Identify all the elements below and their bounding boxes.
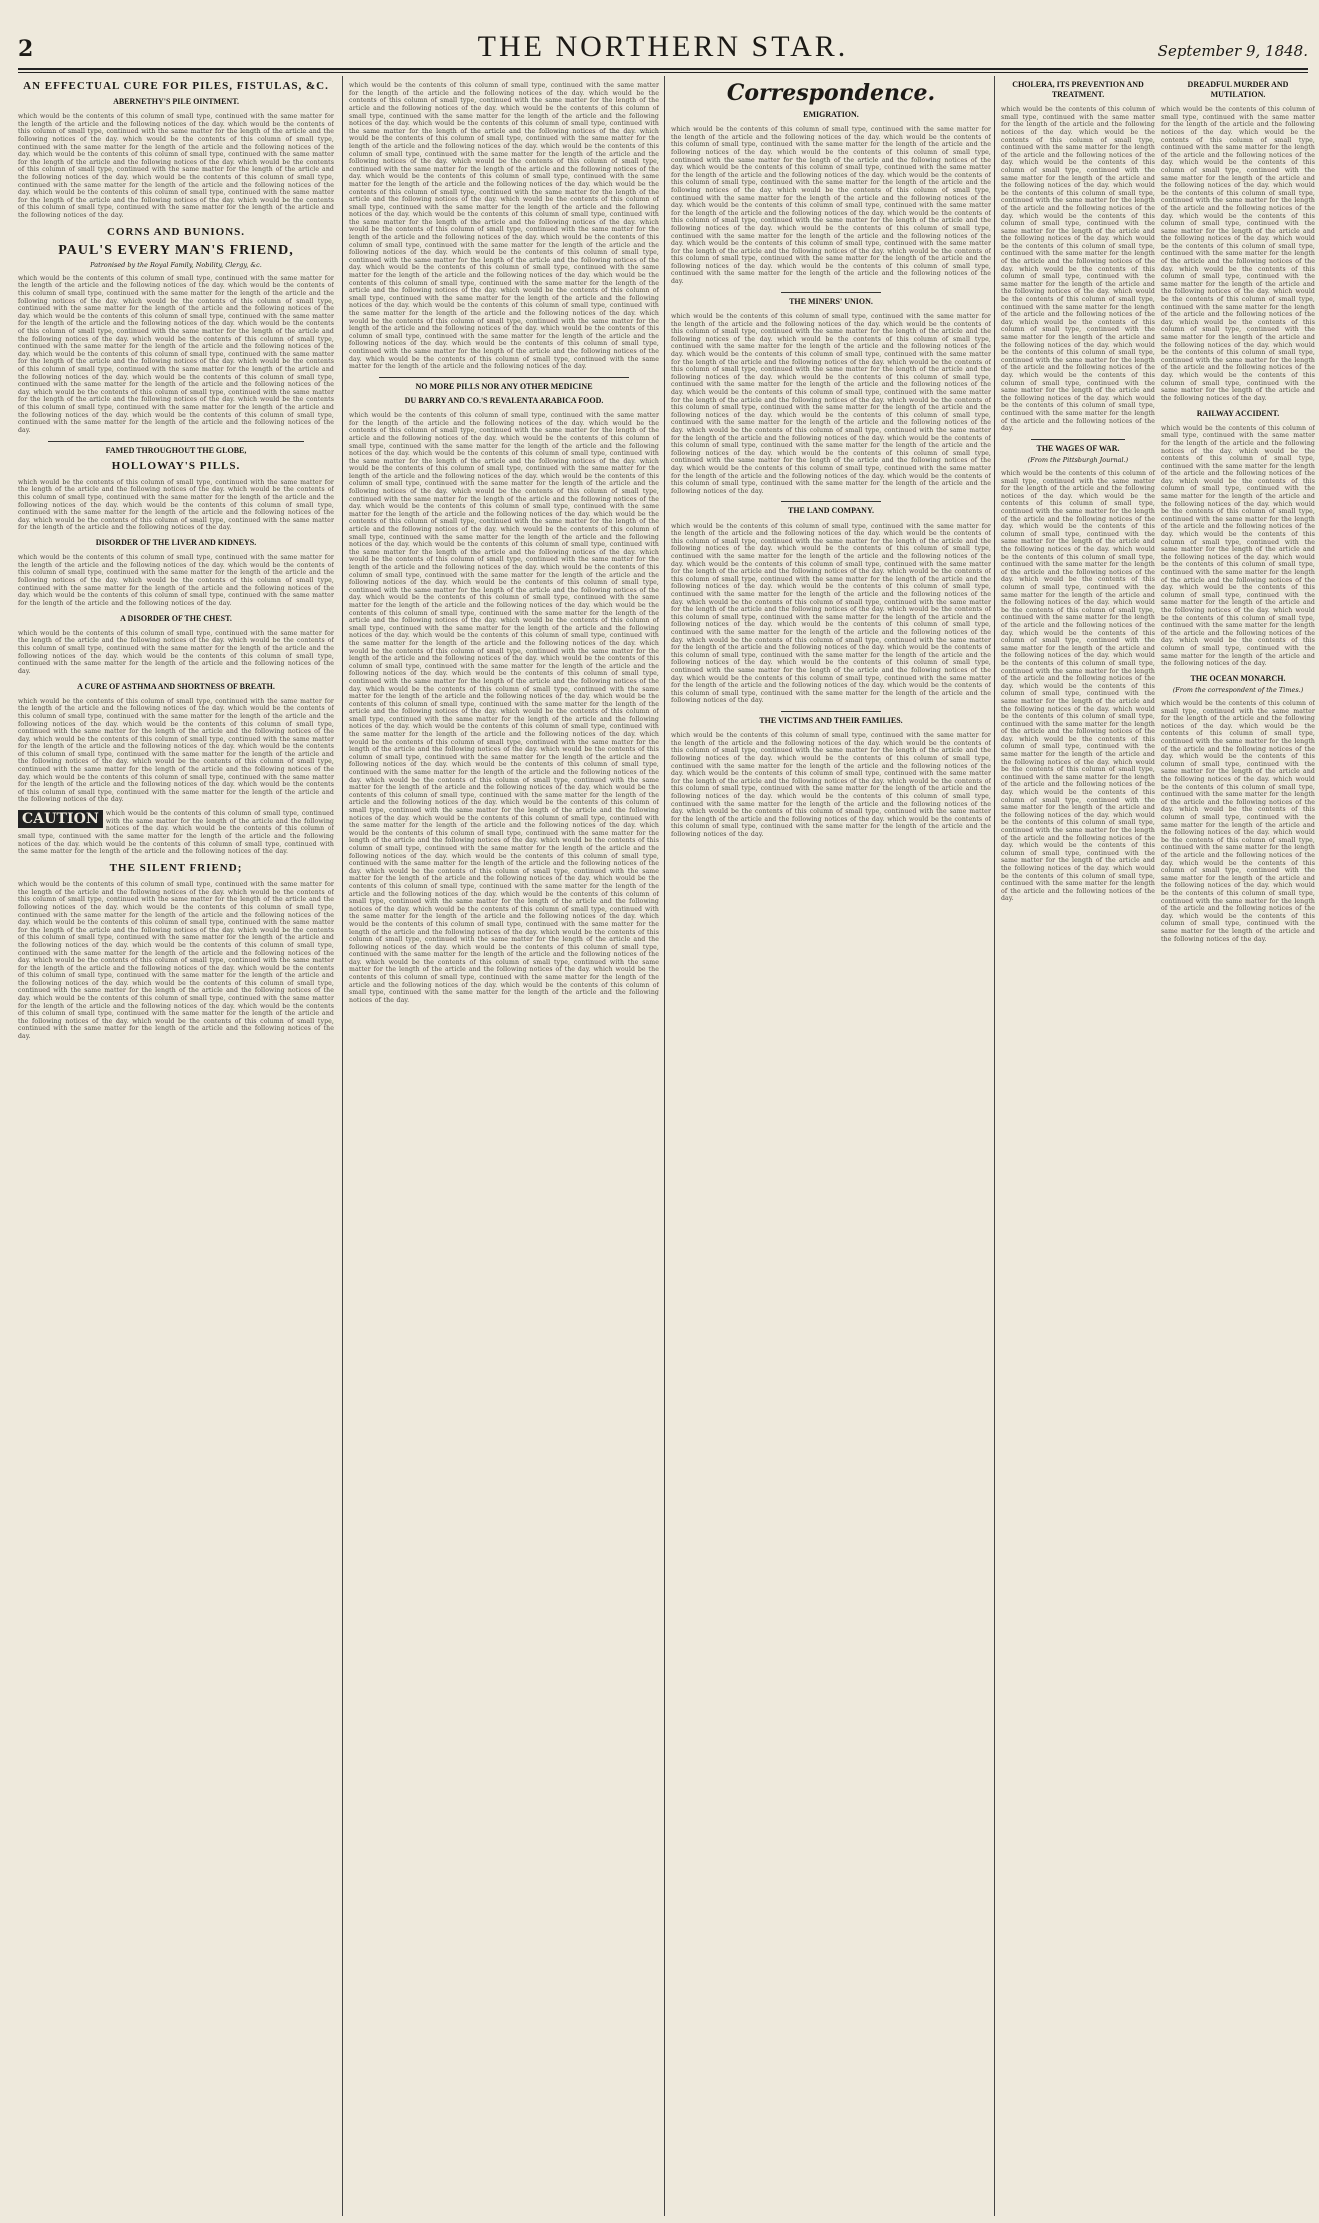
column-4 — [994, 76, 1315, 2216]
article-text: which would be the contents of this column of small type, continued with the same matter for the length of the article and the following notices of the day. which would be the contents of this column of small type, continued with the same matter for the length of the article and the following notices of the day. which would be the contents of this column of small type, continued with the same matter for the length of the article and the following notices of the day. which would be the contents of this column of small type, continued with the same matter for the length of the article and the following notices of the day. which would be the contents of this column of small type, continued with the same matter for the length of the article and the following notices of the day. which would be the contents of this column of small type, continued with the same matter for the length of the article and the following notices of the day. which would be the contents of this column of small type, continued with the same matter for the length of the article and the following notices of the day. which would be the contents of this column of small type, continued with the same matter for the length of the article and the following notices of the day. which would be the contents of this column of small type, continued with the same matter for the length of the article and the following notices of the day. which would be the contents of this column of small type, continued with the same matter for the length of the article and the following notices of the day. which would be the contents of this column of small type, continued with the same matter for the length of the article and the following notices of the day. which would be the contents of this column of small type, continued with the same matter for the length of the article and the following notices of the day. which would be the contents of this column of small type, continued with the same matter for the length of the article and the following notices of the day. which would be the contents of this column of small type, continued with the same matter for the length of the article and the following notices of the day. which would be the contents of this column of small type, continued with the same matter for the length of the article and the following notices of the day. which would be the contents of this column of small type, continued with the same matter for the length of the article and the following notices of the day. — [1001, 470, 1155, 903]
article-text: which would be the contents of this column of small type, continued with the same matter for the length of the article and the following notices of the day. which would be the contents of this column of small type, continued with the same matter for the length of the article and the following notices of the day. which would be the contents of this column of small type, continued with the same matter for the length of the article and the following notices of the day. which would be the contents of this column of small type, continued with the same matter for the length of the article and the following notices of the day. — [18, 554, 334, 607]
heading-murder: DREADFUL MURDER AND MUTILATION. — [1187, 80, 1289, 99]
issue-date: September 9, 1848. — [1157, 42, 1308, 60]
article-text: which would be the contents of this column of small type, continued with the same matter for the length of the article and the following notices of the day. which would be the contents of this column of small type, continued with the same matter for the length of the article and the following notices of the day. which would be the contents of this column of small type, continued with the same matter for the length of the article and the following notices of the day. which would be the contents of this column of small type, continued with the same matter for the length of the article and the following notices of the day. which would be the contents of this column of small type, continued with the same matter for the length of the article and the following notices of the day. which would be the contents of this column of small type, continued with the same matter for the length of the article and the following notices of the day. which would be the contents of this column of small type, continued with the same matter for the length of the article and the following notices of the day. which would be the contents of this column of small type, continued with the same matter for the length of the article and the following notices of the day. which would be the contents of this column of small type, continued with the same matter for the length of the article and the following notices of the day. — [1161, 424, 1315, 668]
article-text: which would be the contents of this column of small type, continued with the same matter for the length of the article and the following notices of the day. which would be the contents of this column of small type, continued with the same matter for the length of the article and the following notices of the day. which would be the contents of this column of small type, continued with the same matter for the length of the article and the following notices of the day. which would be the contents of this column of small type, continued with the same matter for the length of the article and the following notices of the day. which would be the contents of this column of small type, continued with the same matter for the length of the article and the following notices of the day. which would be the contents of this column of small type, continued with the same matter for the length of the article and the following notices of the day. which would be the contents of this column of small type, continued with the same matter for the length of the article and the following notices of the day. which would be the contents of this column of small type, continued with the same matter for the length of the article and the following notices of the day. — [18, 113, 334, 219]
heading-famed: FAMED THROUGHOUT THE GLOBE, — [105, 445, 247, 455]
paul-subtitle: Patronised by the Royal Family, Nobility, Clergy, &c. — [90, 260, 262, 269]
divider — [781, 292, 881, 293]
article-text: which would be the contents of this column of small type, continued with the same matter for the length of the article and the following notices of the day. which would be the contents of this column of small type, continued with the same matter for the length of the article and the following notices of the day. which would be the contents of this column of small type, continued with the same matter for the length of the article and the following notices of the day. which would be the contents of this column of small type, continued with the same matter for the length of the article and the following notices of the day. which would be the contents of this column of small type, continued with the same matter for the length of the article and the following notices of the day. which would be the contents of this column of small type, continued with the same matter for the length of the article and the following notices of the day. which would be the contents of this column of small type, continued with the same matter for the length of the article and the following notices of the day. which would be the contents of this column of small type, continued with the same matter for the length of the article and the following notices of the day. which would be the contents of this column of small type, continued with the same matter for the length of the article and the following notices of the day. which would be the contents of this column of small type, continued with the same matter for the length of the article and the following notices of the day. which would be the contents of this column of small type, continued with the same matter for the length of the article and the following notices of the day. — [1161, 106, 1315, 402]
article-text: which would be the contents of this column of small type, continued with the same matter for the length of the article and the following notices of the day. which would be the contents of this column of small type, continued with the same matter for the length of the article and the following notices of the day. which would be the contents of this column of small type, continued with the same matter for the length of the article and the following notices of the day. which would be the contents of this column of small type, continued with the same matter for the length of the article and the following notices of the day. which would be the contents of this column of small type, continued with the same matter for the length of the article and the following notices of the day. which would be the contents of this column of small type, continued with the same matter for the length of the article and the following notices of the day. which would be the contents of this column of small type, continued with the same matter for the length of the article and the following notices of the day. which would be the contents of this column of small type, continued with the same matter for the length of the article and the following notices of the day. — [18, 697, 334, 804]
wages-source: (From the Pittsburgh Journal.) — [1027, 455, 1129, 464]
caution-notice: CAUTION which would be the contents of this column of small type, continued with the same matter for the length of the article and the following notices of the day. which would be the contents of this column of small type, continued with the same matter for the length of the article and the following notices of the day. which would be the contents of this column of small type, continued with the same matter for the length of the article and the following notices of the day. — [18, 810, 334, 856]
article-text: which would be the contents of this column of small type, continued with the same matter for the length of the article and the following notices of the day. which would be the contents of this column of small type, continued with the same matter for the length of the article and the following notices of the day. which would be the contents of this column of small type, continued with the same matter for the length of the article and the following notices of the day. which would be the contents of this column of small type, continued with the same matter for the length of the article and the following notices of the day. — [18, 478, 334, 532]
heading-miners-union: THE MINERS' UNION. — [789, 296, 873, 306]
heading-revalenta: DU BARRY AND CO.'S REVALENTA ARABICA FOOD. — [404, 395, 604, 405]
heading-victims: THE VICTIMS AND THEIR FAMILIES. — [759, 716, 903, 726]
heading-abernethy: ABERNETHY'S PILE OINTMENT. — [113, 97, 239, 106]
heading-asthma: A CURE OF ASTHMA AND SHORTNESS OF BREATH. — [77, 681, 275, 691]
heading-paul: PAUL'S EVERY MAN'S FRIEND, — [58, 242, 294, 258]
heading-emigration: EMIGRATION. — [803, 110, 859, 119]
article-text: which would be the contents of this column of small type, continued with the same matter for the length of the article and the following notices of the day. which would be the contents of this column of small type, continued with the same matter for the length of the article and the following notices of the day. which would be the contents of this column of small type, continued with the same matter for the length of the article and the following notices of the day. which would be the contents of this column of small type, continued with the same matter for the length of the article and the following notices of the day. which would be the contents of this column of small type, continued with the same matter for the length of the article and the following notices of the day. which would be the contents of this column of small type, continued with the same matter for the length of the article and the following notices of the day. which would be the contents of this column of small type, continued with the same matter for the length of the article and the following notices of the day. which would be the contents of this column of small type, continued with the same matter for the length of the article and the following notices of the day. — [671, 732, 991, 838]
article-text: which would be the contents of this column of small type, continued with the same matter for the length of the article and the following notices of the day. which would be the contents of this column of small type, continued with the same matter for the length of the article and the following notices of the day. which would be the contents of this column of small type, continued with the same matter for the length of the article and the following notices of the day. which would be the contents of this column of small type, continued with the same matter for the length of the article and the following notices of the day. which would be the contents of this column of small type, continued with the same matter for the length of the article and the following notices of the day. which would be the contents of this column of small type, continued with the same matter for the length of the article and the following notices of the day. which would be the contents of this column of small type, continued with the same matter for the length of the article and the following notices of the day. which would be the contents of this column of small type, continued with the same matter for the length of the article and the following notices of the day. which would be the contents of this column of small type, continued with the same matter for the length of the article and the following notices of the day. which would be the contents of this column of small type, continued with the same matter for the length of the article and the following notices of the day. which would be the contents of this column of small type, continued with the same matter for the length of the article and the following notices of the day. which would be the contents of this column of small type, continued with the same matter for the length of the article and the following notices of the day. — [18, 274, 334, 434]
column-3 — [664, 76, 991, 2216]
heading-chest: A DISORDER OF THE CHEST. — [120, 613, 232, 623]
heading-cholera: CHOLERA, ITS PREVENTION AND TREATMENT. — [1012, 80, 1144, 99]
heading-kidneys: DISORDER OF THE LIVER AND KIDNEYS. — [95, 538, 257, 548]
article-text: which would be the contents of this column of small type, continued with the same matter for the length of the article and the following notices of the day. which would be the contents of this column of small type, continued with the same matter for the length of the article and the following notices of the day. which would be the contents of this column of small type, continued with the same matter for the length of the article and the following notices of the day. which would be the contents of this column of small type, continued with the same matter for the length of the article and the following notices of the day. which would be the contents of this column of small type, continued with the same matter for the length of the article and the following notices of the day. which would be the contents of this column of small type, continued with the same matter for the length of the article and the following notices of the day. which would be the contents of this column of small type, continued with the same matter for the length of the article and the following notices of the day. which would be the contents of this column of small type, continued with the same matter for the length of the article and the following notices of the day. which would be the contents of this column of small type, continued with the same matter for the length of the article and the following notices of the day. which would be the contents of this column of small type, continued with the same matter for the length of the article and the following notices of the day. which would be the contents of this column of small type, continued with the same matter for the length of the article and the following notices of the day. which would be the contents of this column of small type, continued with the same matter for the length of the article and the following notices of the day. which would be the contents of this column of small type, continued with the same matter for the length of the article and the following notices of the day. which would be the contents of this column of small type, continued with the same matter for the length of the article and the following notices of the day. which would be the contents of this column of small type, continued with the same matter for the length of the article and the following notices of the day. which would be the contents of this column of small type, continued with the same matter for the length of the article and the following notices of the day. which would be the contents of this column of small type, continued with the same matter for the length of the article and the following notices of the day. which would be the contents of this column of small type, continued with the same matter for the length of the article and the following notices of the day. which would be the contents of this column of small type, continued with the same matter for the length of the article and the following notices of the day. which would be the contents of this column of small type, continued with the same matter for the length of the article and the following notices of the day. which would be the contents of this column of small type, continued with the same matter for the length of the article and the following notices of the day. which would be the contents of this column of small type, continued with the same matter for the length of the article and the following notices of the day. — [349, 82, 659, 371]
page-number: 2 — [18, 36, 34, 62]
column-4b — [1161, 76, 1315, 949]
heading-corns: CORNS AND BUNIONS. — [106, 225, 246, 238]
heading-correspondence: Correspondence. — [726, 80, 936, 106]
heading-railway-accident: RAILWAY ACCIDENT. — [1196, 408, 1280, 418]
divider — [48, 441, 304, 442]
divider — [379, 377, 629, 378]
article-text: which would be the contents of this column of small type, continued with the same matter for the length of the article and the following notices of the day. which would be the contents of this column of small type, continued with the same matter for the length of the article and the following notices of the day. which would be the contents of this column of small type, continued with the same matter for the length of the article and the following notices of the day. which would be the contents of this column of small type, continued with the same matter for the length of the article and the following notices of the day. which would be the contents of this column of small type, continued with the same matter for the length of the article and the following notices of the day. which would be the contents of this column of small type, continued with the same matter for the length of the article and the following notices of the day. which would be the contents of this column of small type, continued with the same matter for the length of the article and the following notices of the day. which would be the contents of this column of small type, continued with the same matter for the length of the article and the following notices of the day. which would be the contents of this column of small type, continued with the same matter for the length of the article and the following notices of the day. which would be the contents of this column of small type, continued with the same matter for the length of the article and the following notices of the day. which would be the contents of this column of small type, continued with the same matter for the length of the article and the following notices of the day. which would be the contents of this column of small type, continued with the same matter for the length of the article and the following notices of the day. — [18, 881, 334, 1041]
newspaper-title: THE NORTHERN STAR. — [477, 30, 849, 63]
caution-banner: CAUTION — [18, 810, 103, 828]
column-2 — [342, 76, 659, 2216]
heading-effectual-cure: AN EFFECTUAL CURE FOR PILES, FISTULAS, &C. — [23, 80, 329, 92]
heading-land-company: THE LAND COMPANY. — [787, 506, 874, 516]
divider — [781, 711, 881, 712]
ocean-source: (From the correspondent of the Times.) — [1172, 685, 1304, 694]
heading-no-more-pills: NO MORE PILLS NOR ANY OTHER MEDICINE — [415, 381, 593, 391]
article-text: which would be the contents of this column of small type, continued with the same matter for the length of the article and the following notices of the day. which would be the contents of this column of small type, continued with the same matter for the length of the article and the following notices of the day. which would be the contents of this column of small type, continued with the same matter for the length of the article and the following notices of the day. which would be the contents of this column of small type, continued with the same matter for the length of the article and the following notices of the day. which would be the contents of this column of small type, continued with the same matter for the length of the article and the following notices of the day. which would be the contents of this column of small type, continued with the same matter for the length of the article and the following notices of the day. which would be the contents of this column of small type, continued with the same matter for the length of the article and the following notices of the day. which would be the contents of this column of small type, continued with the same matter for the length of the article and the following notices of the day. which would be the contents of this column of small type, continued with the same matter for the length of the article and the following notices of the day. which would be the contents of this column of small type, continued with the same matter for the length of the article and the following notices of the day. which would be the contents of this column of small type, continued with the same matter for the length of the article and the following notices of the day. which would be the contents of this column of small type, continued with the same matter for the length of the article and the following notices of the day. which would be the contents of this column of small type, continued with the same matter for the length of the article and the following notices of the day. which would be the contents of this column of small type, continued with the same matter for the length of the article and the following notices of the day. which would be the contents of this column of small type, continued with the same matter for the length of the article and the following notices of the day. which would be the contents of this column of small type, continued with the same matter for the length of the article and the following notices of the day. which would be the contents of this column of small type, continued with the same matter for the length of the article and the following notices of the day. which would be the contents of this column of small type, continued with the same matter for the length of the article and the following notices of the day. which would be the contents of this column of small type, continued with the same matter for the length of the article and the following notices of the day. which would be the contents of this column of small type, continued with the same matter for the length of the article and the following notices of the day. which would be the contents of this column of small type, continued with the same matter for the length of the article and the following notices of the day. which would be the contents of this column of small type, continued with the same matter for the length of the article and the following notices of the day. which would be the contents of this column of small type, continued with the same matter for the length of the article and the following notices of the day. which would be the contents of this column of small type, continued with the same matter for the length of the article and the following notices of the day. which would be the contents of this column of small type, continued with the same matter for the length of the article and the following notices of the day. which would be the contents of this column of small type, continued with the same matter for the length of the article and the following notices of the day. which would be the contents of this column of small type, continued with the same matter for the length of the article and the following notices of the day. which would be the contents of this column of small type, continued with the same matter for the length of the article and the following notices of the day. which would be the contents of this column of small type, continued with the same matter for the length of the article and the following notices of the day. which would be the contents of this column of small type, continued with the same matter for the length of the article and the following notices of the day. which would be the contents of this column of small type, continued with the same matter for the length of the article and the following notices of the day. which would be the contents of this column of small type, continued with the same matter for the length of the article and the following notices of the day. which would be the contents of this column of small type, continued with the same matter for the length of the article and the following notices of the day. which would be the contents of this column of small type, continued with the same matter for the length of the article and the following notices of the day. which would be the contents of this column of small type, continued with the same matter for the length of the article and the following notices of the day. which would be the contents of this column of small type, continued with the same matter for the length of the article and the following notices of the day. which would be the contents of this column of small type, continued with the same matter for the length of the article and the following notices of the day. which would be the contents of this column of small type, continued with the same matter for the length of the article and the following notices of the day. which would be the contents of this column of small type, continued with the same matter for the length of the article and the following notices of the day. which would be the contents of this column of small type, continued with the same matter for the length of the article and the following notices of the day. which would be the contents of this column of small type, continued with the same matter for the length of the article and the following notices of the day. which would be the contents of this column of small type, continued with the same matter for the length of the article and the following notices of the day. which would be the contents of this column of small type, continued with the same matter for the length of the article and the following notices of the day. which would be the contents of this column of small type, continued with the same matter for the length of the article and the following notices of the day. which would be the contents of this column of small type, continued with the same matter for the length of the article and the following notices of the day. — [349, 412, 659, 1004]
heading-ocean-monarch: THE OCEAN MONARCH. — [1190, 673, 1286, 683]
heading-silent-friend: THE SILENT FRIEND; — [109, 861, 243, 874]
column-4-split — [1001, 76, 1315, 949]
article-text: which would be the contents of this column of small type, continued with the same matter for the length of the article and the following notices of the day. which would be the contents of this column of small type, continued with the same matter for the length of the article and the following notices of the day. which would be the contents of this column of small type, continued with the same matter for the length of the article and the following notices of the day. which would be the contents of this column of small type, continued with the same matter for the length of the article and the following notices of the day. which would be the contents of this column of small type, continued with the same matter for the length of the article and the following notices of the day. which would be the contents of this column of small type, continued with the same matter for the length of the article and the following notices of the day. which would be the contents of this column of small type, continued with the same matter for the length of the article and the following notices of the day. which would be the contents of this column of small type, continued with the same matter for the length of the article and the following notices of the day. which would be the contents of this column of small type, continued with the same matter for the length of the article and the following notices of the day. which would be the contents of this column of small type, continued with the same matter for the length of the article and the following notices of the day. which would be the contents of this column of small type, continued with the same matter for the length of the article and the following notices of the day. which would be the contents of this column of small type, continued with the same matter for the length of the article and the following notices of the day. which would be the contents of this column of small type, continued with the same matter for the length of the article and the following notices of the day. which would be the contents of this column of small type, continued with the same matter for the length of the article and the following notices of the day. — [671, 313, 991, 495]
article-text: which would be the contents of this column of small type, continued with the same matter for the length of the article and the following notices of the day. which would be the contents of this column of small type, continued with the same matter for the length of the article and the following notices of the day. which would be the contents of this column of small type, continued with the same matter for the length of the article and the following notices of the day. which would be the contents of this column of small type, continued with the same matter for the length of the article and the following notices of the day. which would be the contents of this column of small type, continued with the same matter for the length of the article and the following notices of the day. which would be the contents of this column of small type, continued with the same matter for the length of the article and the following notices of the day. which would be the contents of this column of small type, continued with the same matter for the length of the article and the following notices of the day. which would be the contents of this column of small type, continued with the same matter for the length of the article and the following notices of the day. which would be the contents of this column of small type, continued with the same matter for the length of the article and the following notices of the day. — [1161, 700, 1315, 943]
article-text: which would be the contents of this column of small type, continued with the same matter for the length of the article and the following notices of the day. which would be the contents of this column of small type, continued with the same matter for the length of the article and the following notices of the day. which would be the contents of this column of small type, continued with the same matter for the length of the article and the following notices of the day. which would be the contents of this column of small type, continued with the same matter for the length of the article and the following notices of the day. which would be the contents of this column of small type, continued with the same matter for the length of the article and the following notices of the day. which would be the contents of this column of small type, continued with the same matter for the length of the article and the following notices of the day. which would be the contents of this column of small type, continued with the same matter for the length of the article and the following notices of the day. which would be the contents of this column of small type, continued with the same matter for the length of the article and the following notices of the day. which would be the contents of this column of small type, continued with the same matter for the length of the article and the following notices of the day. which would be the contents of this column of small type, continued with the same matter for the length of the article and the following notices of the day. which would be the contents of this column of small type, continued with the same matter for the length of the article and the following notices of the day. which would be the contents of this column of small type, continued with the same matter for the length of the article and the following notices of the day. — [1001, 106, 1155, 433]
column-1 — [18, 76, 334, 2216]
article-text: which would be the contents of this column of small type, continued with the same matter for the length of the article and the following notices of the day. which would be the contents of this column of small type, continued with the same matter for the length of the article and the following notices of the day. which would be the contents of this column of small type, continued with the same matter for the length of the article and the following notices of the day. which would be the contents of this column of small type, continued with the same matter for the length of the article and the following notices of the day. which would be the contents of this column of small type, continued with the same matter for the length of the article and the following notices of the day. which would be the contents of this column of small type, continued with the same matter for the length of the article and the following notices of the day. which would be the contents of this column of small type, continued with the same matter for the length of the article and the following notices of the day. which would be the contents of this column of small type, continued with the same matter for the length of the article and the following notices of the day. which would be the contents of this column of small type, continued with the same matter for the length of the article and the following notices of the day. which would be the contents of this column of small type, continued with the same matter for the length of the article and the following notices of the day. which would be the contents of this column of small type, continued with the same matter for the length of the article and the following notices of the day. which would be the contents of this column of small type, continued with the same matter for the length of the article and the following notices of the day. which would be the contents of this column of small type, continued with the same matter for the length of the article and the following notices of the day. which would be the contents of this column of small type, continued with the same matter for the length of the article and the following notices of the day. — [671, 522, 991, 705]
article-text: which would be the contents of this column of small type, continued with the same matter for the length of the article and the following notices of the day. which would be the contents of this column of small type, continued with the same matter for the length of the article and the following notices of the day. which would be the contents of this column of small type, continued with the same matter for the length of the article and the following notices of the day. which would be the contents of this column of small type, continued with the same matter for the length of the article and the following notices of the day. which would be the contents of this column of small type, continued with the same matter for the length of the article and the following notices of the day. which would be the contents of this column of small type, continued with the same matter for the length of the article and the following notices of the day. which would be the contents of this column of small type, continued with the same matter for the length of the article and the following notices of the day. which would be the contents of this column of small type, continued with the same matter for the length of the article and the following notices of the day. which would be the contents of this column of small type, continued with the same matter for the length of the article and the following notices of the day. which would be the contents of this column of small type, continued with the same matter for the length of the article and the following notices of the day. which would be the contents of this column of small type, continued with the same matter for the length of the article and the following notices of the day. which would be the contents of this column of small type, continued with the same matter for the length of the article and the following notices of the day. — [671, 126, 991, 286]
divider — [781, 501, 881, 502]
column-4a — [1001, 76, 1155, 949]
masthead — [18, 30, 1308, 70]
divider — [1031, 439, 1125, 440]
heading-holloway: HOLLOWAY'S PILLS. — [111, 459, 241, 472]
heading-wages-of-war: THE WAGES OF WAR. — [1036, 443, 1120, 453]
masthead-rule — [18, 72, 1308, 73]
article-text: which would be the contents of this column of small type, continued with the same matter for the length of the article and the following notices of the day. which would be the contents of this column of small type, continued with the same matter for the length of the article and the following notices of the day. which would be the contents of this column of small type, continued with the same matter for the length of the article and the following notices of the day. — [18, 629, 334, 675]
